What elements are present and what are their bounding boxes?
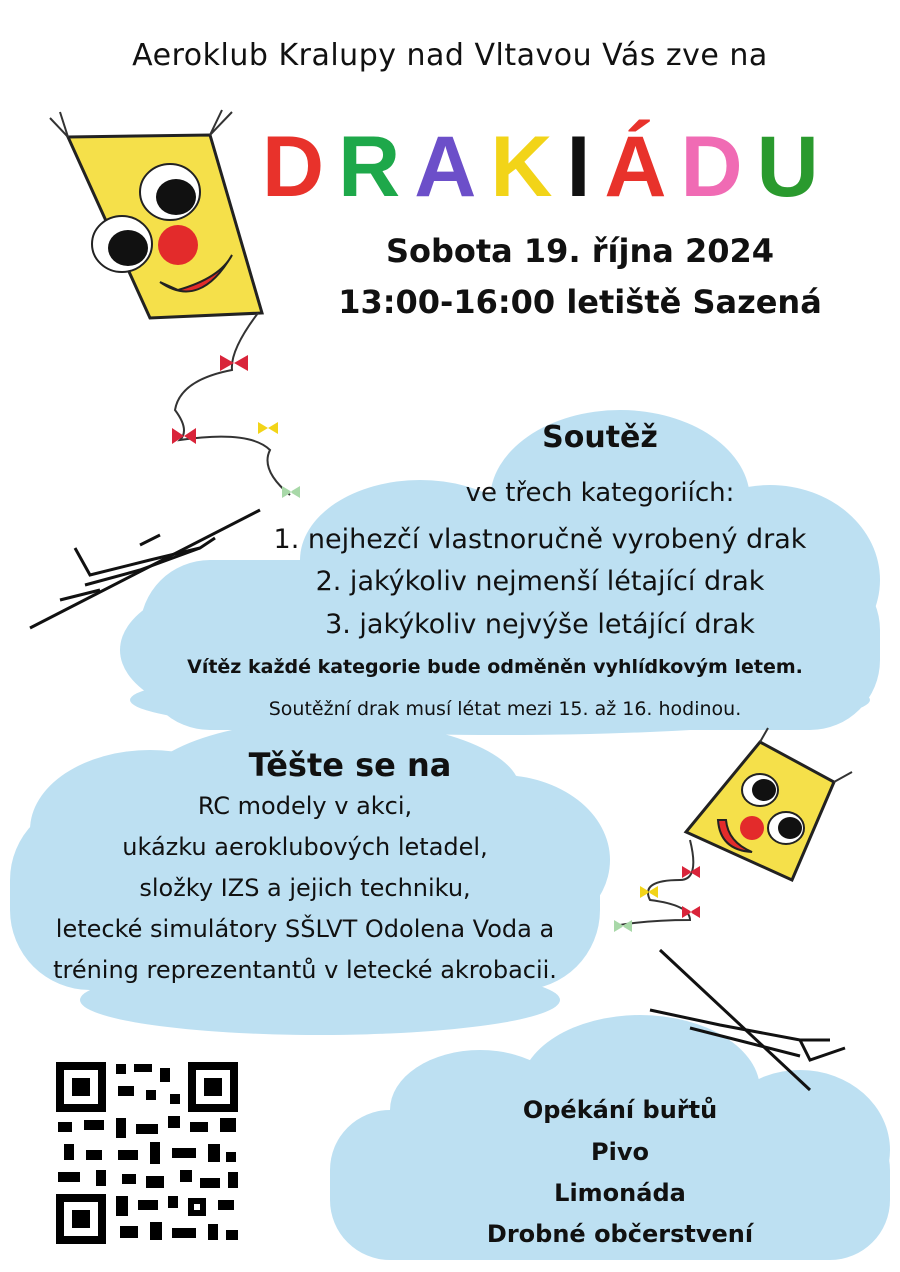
- intro-line: Aeroklub Kralupy nad Vltavou Vás zve na: [132, 38, 768, 73]
- highlight-item: ukázku aeroklubových letadel,: [122, 833, 488, 861]
- competition-category: 1. nejhezčí vlastnoručně vyrobený drak: [273, 524, 807, 555]
- qr-code-icon: [52, 1058, 242, 1248]
- title-letter: I: [566, 119, 605, 215]
- competition-category: 3. jakýkoliv nejvýše letájící drak: [325, 609, 755, 640]
- small-kite-clown-icon: [614, 728, 852, 932]
- refreshment-item: Limonáda: [554, 1179, 686, 1207]
- refreshment-item: Drobné občerstvení: [486, 1220, 754, 1248]
- title-letter: K: [490, 119, 567, 215]
- title-letter: D: [680, 119, 757, 215]
- title-letter: D: [262, 119, 339, 215]
- title-letter: R: [338, 119, 415, 215]
- title-letter: Á: [604, 119, 681, 215]
- competition-title: Soutěž: [542, 420, 658, 455]
- highlight-item: letecké simulátory SŠLVT Odolena Voda a: [55, 915, 555, 943]
- winner-note: Vítěz každé kategorie bude odměněn vyhlídkovým letem.: [187, 656, 803, 678]
- refreshment-item: Pivo: [591, 1138, 649, 1166]
- highlights-title: Těšte se na: [248, 746, 452, 784]
- competition-category: 2. jakýkoliv nejmenší létající drak: [315, 566, 765, 597]
- highlight-item: tréning reprezentantů v letecké akrobacii.: [53, 956, 557, 984]
- rule-note: Soutěžní drak musí létat mezi 15. až 16. hodinou.: [268, 698, 742, 720]
- title-letter: U: [756, 119, 833, 215]
- highlight-item: složky IZS a jejich techniku,: [139, 874, 471, 902]
- event-time-place: 13:00-16:00 letiště Sazená: [338, 283, 822, 321]
- page-title: [262, 118, 862, 218]
- refreshment-item: Opékání buřtů: [522, 1096, 718, 1124]
- title-letter: A: [414, 119, 491, 215]
- highlight-item: RC modely v akci,: [197, 792, 413, 820]
- event-date: Sobota 19. října 2024: [385, 232, 775, 270]
- competition-subtitle: ve třech kategoriích:: [465, 478, 735, 508]
